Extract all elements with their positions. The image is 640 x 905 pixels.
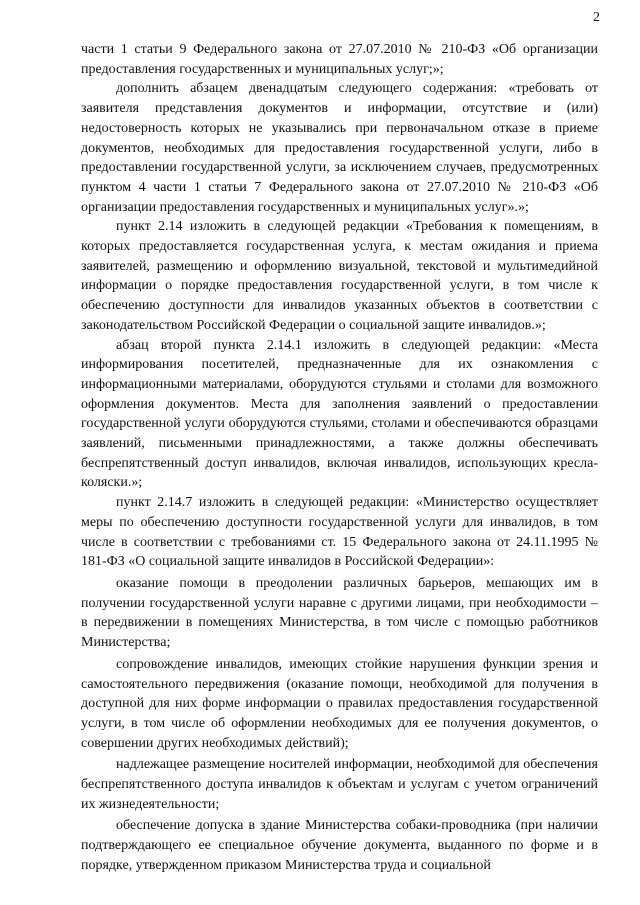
document-body <box>81 40 598 876</box>
paragraph: оказание помощи в преодолении различных барьеров, мешающих им в получении государственной услуги наравне с другими лицами, при необходимости – в передвижении в помещениях Министерства, в том числе с помощью работников Министерства; <box>81 575 598 651</box>
paragraph: пункт 2.14 изложить в следующей редакции «Требования к помещениям, в которых предоставляется государственная услуга, к местам ожидания и приема заявителей, размещению и оформлению визуальной, текстовой и мультимедийной информации о порядке предоставления государственной услуги, в том числе к обеспечению доступности для инвалидов указанных объектов в соответствии с законодательством Российской Федерации о социальной защите инвалидов.»; <box>81 219 598 333</box>
paragraph: пункт 2.14.7 изложить в следующей редакции: «Министерство осуществляет меры по обеспечению доступности государственной услуги для инвалидов, в том числе в соответствии с требованиями ст. 15 Федерального закона от 24.11.1995 № 181-ФЗ «О социальной защите инвалидов в Российской Федерации»: <box>81 495 598 570</box>
paragraph: обеспечение допуска в здание Министерства собаки-проводника (при наличии подтверждающего ее специальное обучение документа, выданного по форме и в порядке, утвержденном приказом Министерства труда и социальной <box>81 818 598 873</box>
paragraph: надлежащее размещение носителей информации, необходимой для обеспечения беспрепятственного доступа инвалидов к объектам и услугам с учетом ограничений их жизнедеятельности; <box>81 757 598 812</box>
paragraph: дополнить абзацем двенадцатым следующего содержания: «требовать от заявителя представления документов и информации, отсутствие и (или) недостоверность которых не указывались при первоначальном отказе в приеме документов, необходимых для предоставления государственной услуги, либо в предоставлении государственной услуги, за исключением случаев, предусмотренных пунктом 4 части 1 статьи 7 Федерального закона от 27.07.2010 № 210-ФЗ «Об организации предоставления государственных и муниципальных услуг».»; <box>81 81 598 215</box>
paragraph: сопровождение инвалидов, имеющих стойкие нарушения функции зрения и самостоятельного передвижения (оказание помощи, необходимой для получения в доступной для них форме информации о правилах предоставления государственной услуги, в том числе об оформлении необходимых для ее получения документов, о совершении других необходимых действий); <box>81 656 598 751</box>
page-number: 2 <box>593 10 600 25</box>
paragraph: абзац второй пункта 2.14.1 изложить в следующей редакции: «Места информирования посетителей, предназначенные для их ознакомления с информационными материалами, оборудуются стульями и столами для возможного оформления документов. Места для заполнения заявлений о предоставлении государственной услуги оборудуются стульями, столами и обеспечиваются образцами заявлений, письменными принадлежностями, а также должны обеспечивать беспрепятственный доступ инвалидов, включая инвалидов, использующих кресла-коляски.»; <box>81 337 598 491</box>
paragraph-continuation: части 1 статьи 9 Федерального закона от 27.07.2010 № 210-ФЗ «Об организации предоставления государственных и муниципальных услуг;»; <box>81 42 598 77</box>
